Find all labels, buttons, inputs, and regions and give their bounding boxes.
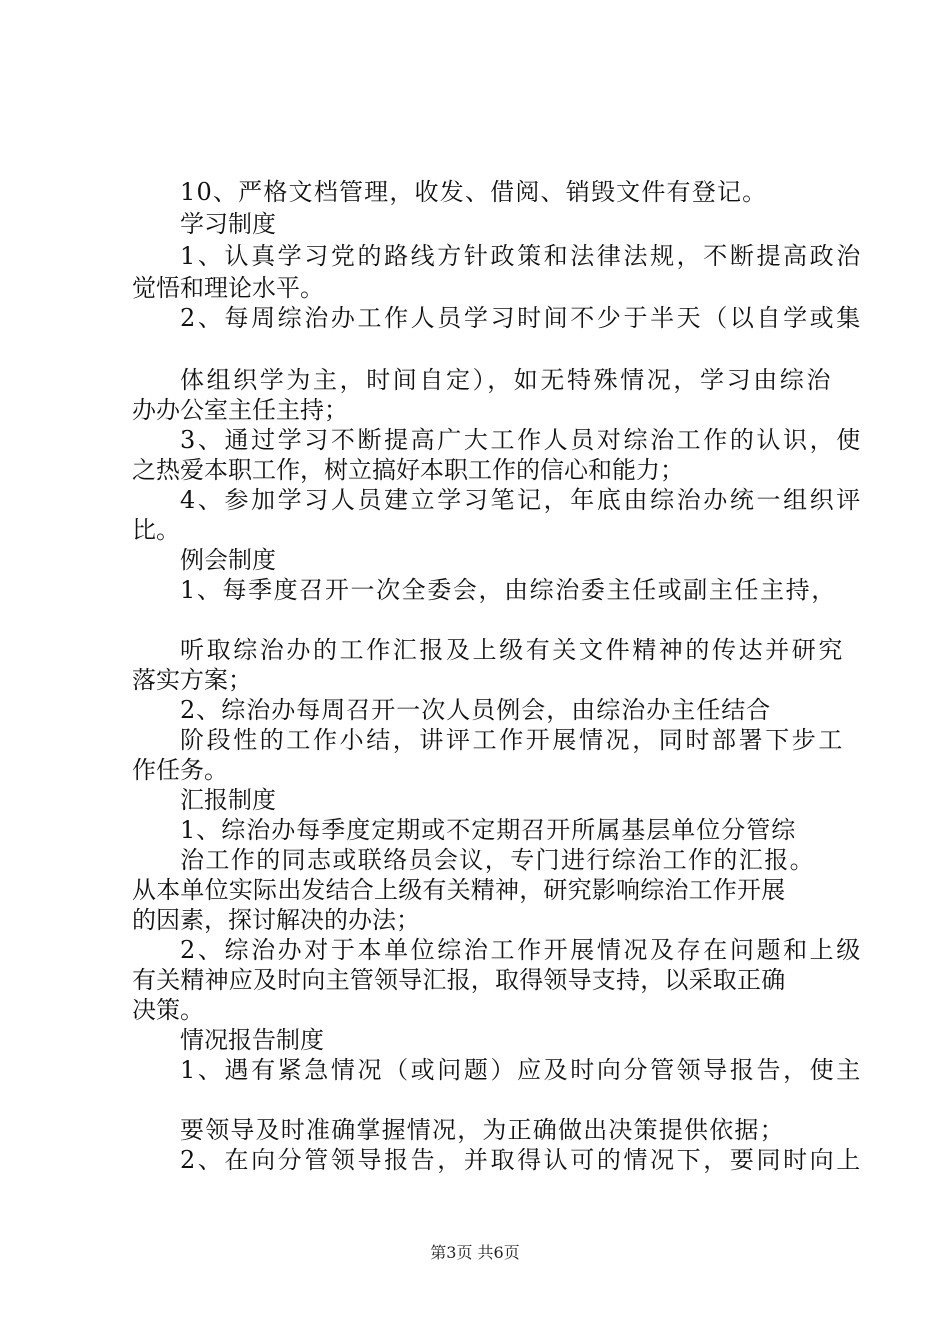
page-number-footer: 第3页 共6页 [430,1243,520,1262]
text-line: 2、综治办每周召开一次人员例会，由综治办主任结合 [180,696,772,724]
text-line: 要领导及时准确掌握情况，为正确做出决策提供依据； [180,1116,785,1144]
text-line: 1、每季度召开一次全委会，由综治委主任或副主任主持， [180,576,837,604]
text-line: 2、在向分管领导报告，并取得认可的情况下，要同时向上 [180,1146,863,1174]
text-line: 从本单位实际出发结合上级有关精神，研究影响综治工作开展 [132,876,786,904]
text-line: 2、综治办对于本单位综治工作开展情况及存在问题和上级 [180,936,863,964]
text-line: 阶段性的工作小结，讲评工作开展情况，同时部署下步工 [180,726,845,754]
text-line: 作任务。 [132,756,228,784]
text-line: 1、综治办每季度定期或不定期召开所属基层单位分管综 [180,816,797,844]
text-line: 2、每周综治办工作人员学习时间不少于半天（以自学或集 [180,304,863,332]
section-heading: 学习制度 [180,210,276,238]
text-line: 觉悟和理论水平。 [132,274,324,302]
text-line: 的因素，探讨解决的办法； [132,906,420,934]
text-line: 1、认真学习党的路线方针政策和法律法规，不断提高政治 [180,242,863,270]
text-line: 办办公室主任主持； [132,396,348,424]
section-heading: 汇报制度 [180,786,276,814]
text-line: 体组织学为主，时间自定），如无特殊情况，学习由综治 [180,366,833,394]
text-line: 3、通过学习不断提高广大工作人员对综治工作的认识，使 [180,426,863,454]
text-line: 决策。 [132,996,204,1024]
text-line: 之热爱本职工作，树立搞好本职工作的信心和能力； [132,456,684,484]
text-line: 4、参加学习人员建立学习笔记，年底由综治办统一组织评 [180,486,863,514]
section-heading: 情况报告制度 [180,1026,324,1054]
text-line: 比。 [132,516,180,544]
text-line: 听取综治办的工作汇报及上级有关文件精神的传达并研究 [180,636,845,664]
text-line: 10、严格文档管理，收发、借阅、销毁文件有登记。 [180,178,768,206]
text-line: 落实方案； [132,666,252,694]
text-line: 有关精神应及时向主管领导汇报，取得领导支持，以采取正确 [132,966,786,994]
text-line: 治工作的同志或联络员会议，专门进行综治工作的汇报。 [180,846,815,874]
text-line: 1、遇有紧急情况（或问题）应及时向分管领导报告，使主 [180,1056,863,1084]
section-heading: 例会制度 [180,546,276,574]
